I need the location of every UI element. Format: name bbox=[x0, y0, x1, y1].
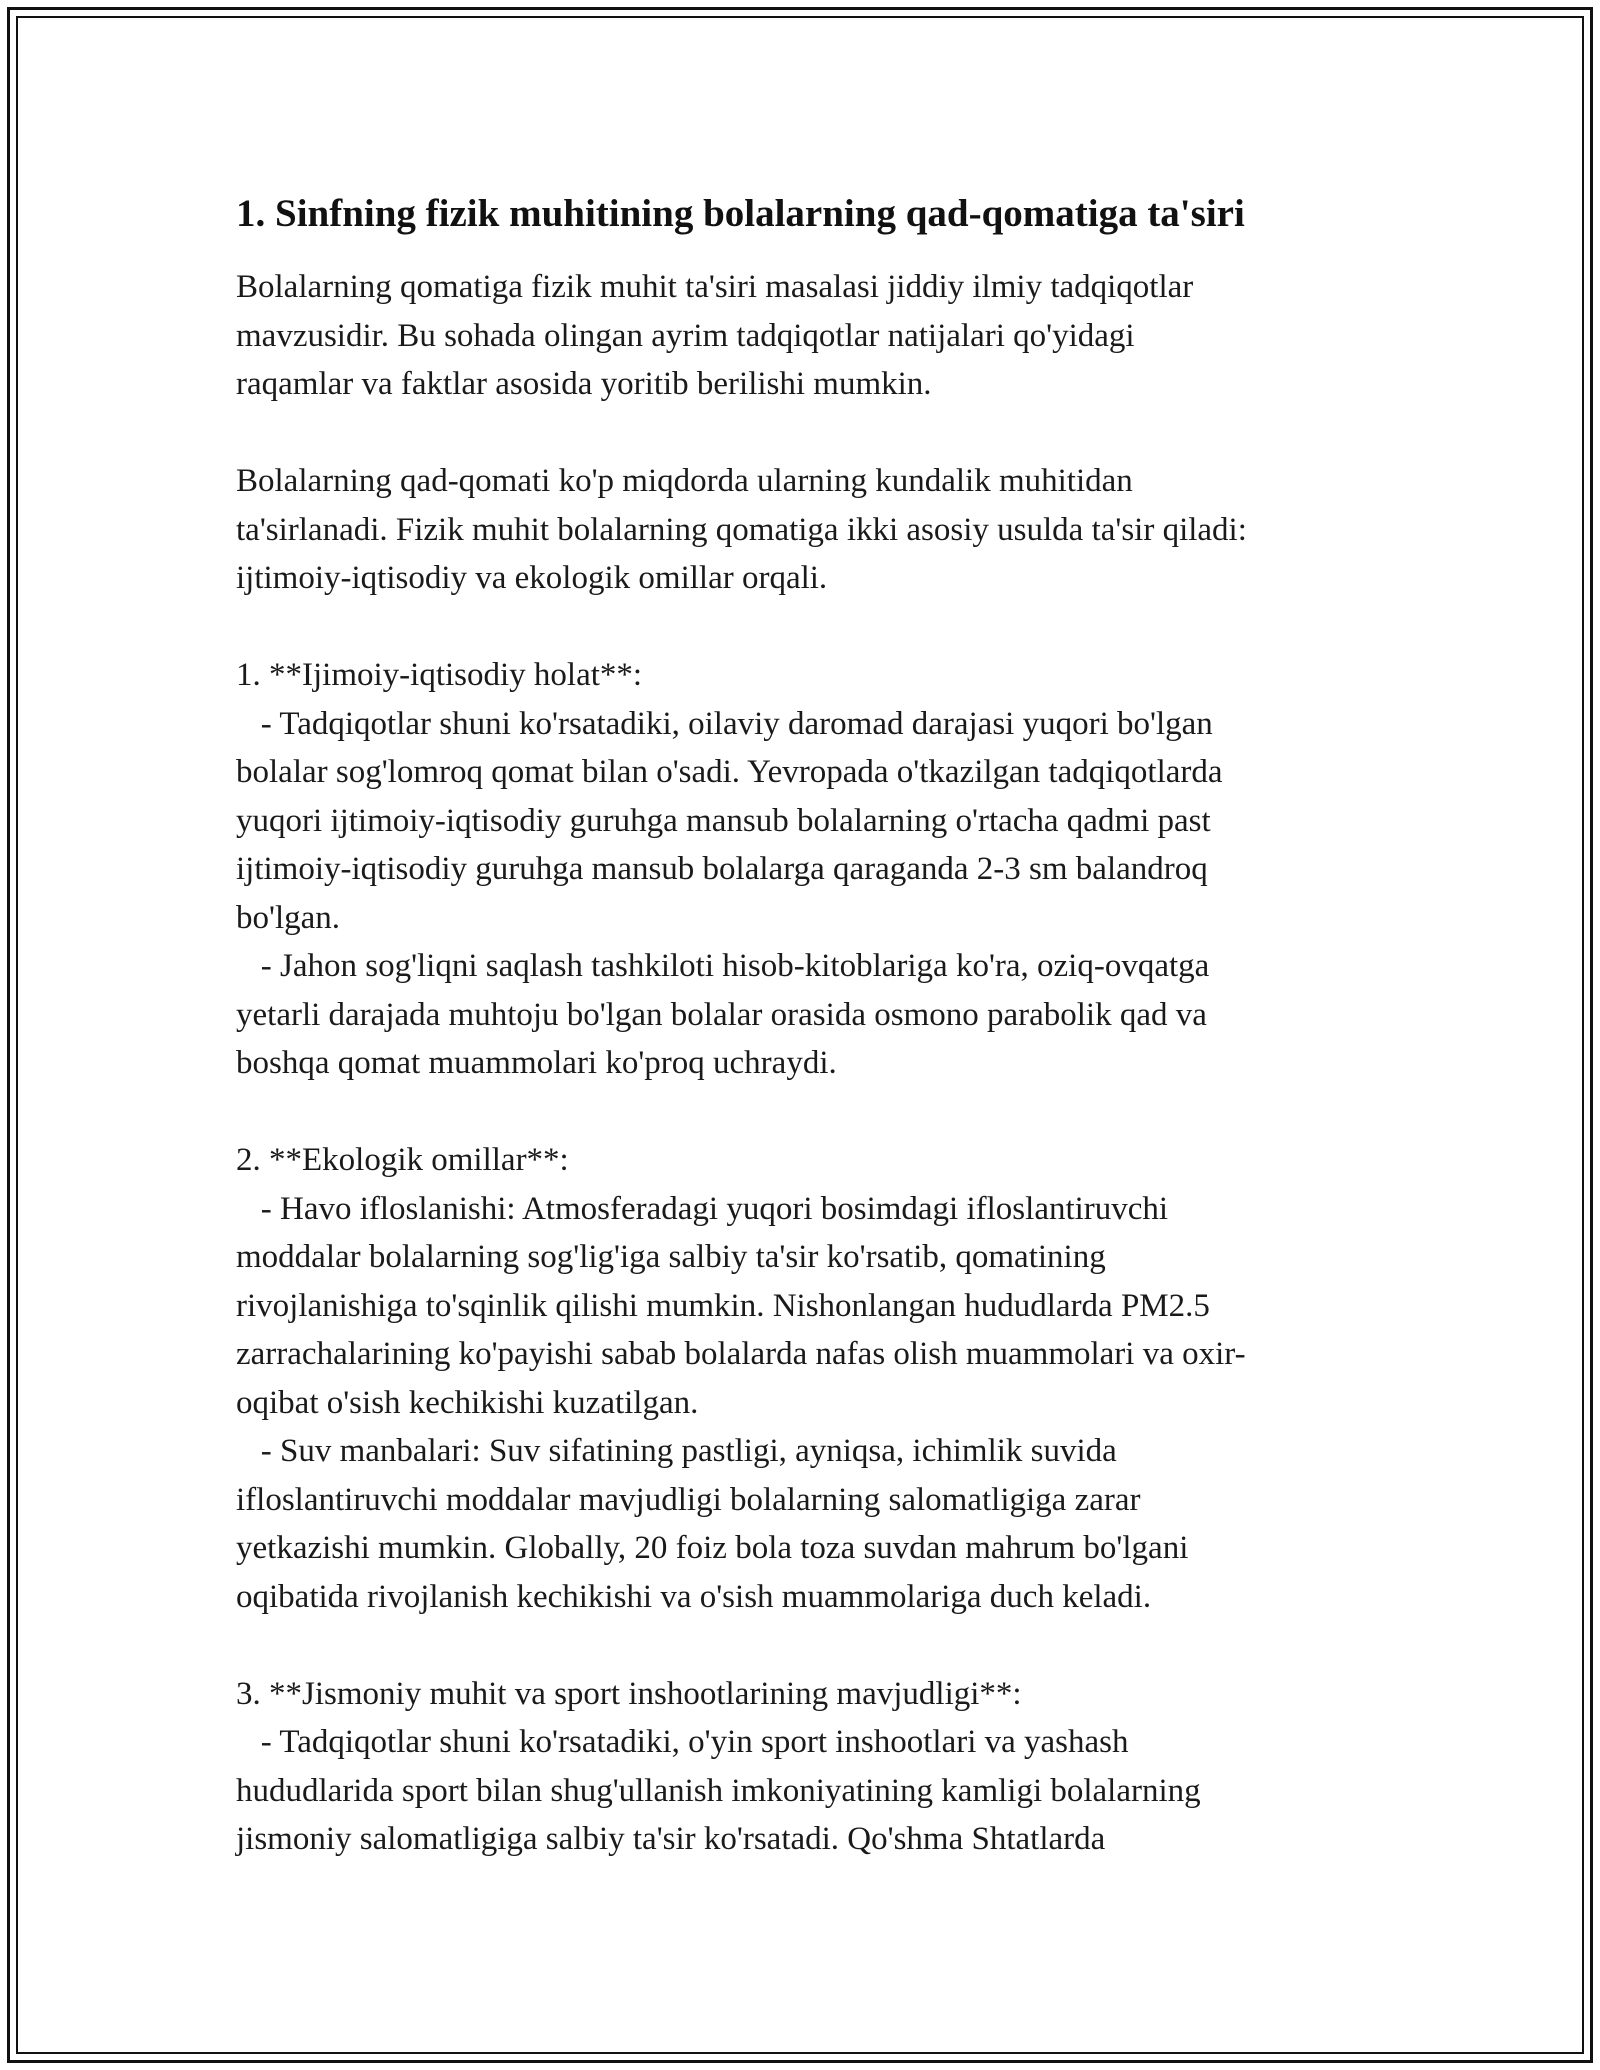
list-item-physical-environment: 3. **Jismoniy muhit va sport inshootlarining mavjudligi**: - Tadqiqotlar shuni ko'rsatadiki, o'yin sport inshootlari va yashash hududlarida sport bilan shug'ullanish imkoniyatining kamligi bolalarning jismoniy salomatligiga salbiy ta'sir ko'rsatadi. Qo'shma Shtatlarda bbox=[236, 1675, 1201, 1857]
list-item-socioeconomic: 1. **Ijimoiy-iqtisodiy holat**: - Tadqiqotlar shuni ko'rsatadiki, oilaviy daromad darajasi yuqori bo'lgan bolalar sog'lomroq qomat bilan o'sadi. Yevropada o'tkazilgan tadqiqotlarda yuqori ijtimoiy-iqtisodiy guruhga mansub bolalarning o'rtacha qadmi past ijtimoiy-iqtisodiy guruhga mansub bolalarga qaraganda 2-3 sm balandroq bo'lgan. - Jahon sog'liqni saqlash tashkiloti hisob-kitoblariga ko'ra, oziq-ovqatga yetarli darajada muhtoju bo'lgan bolalar orasida osmono parabolik qad va boshqa qomat muammolari ko'proq uchraydi. bbox=[236, 657, 1223, 1081]
section-title: 1. Sinfning fizik muhitining bolalarning qad-qomatiga ta'siri bbox=[236, 192, 1245, 235]
document-body bbox=[236, 185, 1366, 1864]
paragraph-overview: Bolalarning qad-qomati ko'p miqdorda ularning kundalik muhitidan ta'sirlanadi. Fizik muhit bolalarning qomatiga ikki asosiy usulda ta'sir qiladi: ijtimoiy-iqtisodiy va ekologik omillar orqali. bbox=[236, 463, 1247, 596]
list-item-ecological: 2. **Ekologik omillar**: - Havo ifloslanishi: Atmosferadagi yuqori bosimdagi ifloslantiruvchi moddalar bolalarning sog'lig'iga salbiy ta'sir ko'rsatib, qomatining rivojlanishiga to'sqinlik qilishi mumkin. Nishonlangan hududlarda PM2.5 zarrachalarining ko'payishi sabab bolalarda nafas olish muammolari va oxir- oqibat o'sish kechikishi kuzatilgan. - Suv manbalari: Suv sifatining pastligi, ayniqsa, ichimlik suvida ifloslantiruvchi moddalar mavjudligi bolalarning salomatligiga zarar yetkazishi mumkin. Globally, 20 foiz bola toza suvdan mahrum bo'lgani oqibatida rivojlanish kechikishi va o'sish muammolariga duch keladi. bbox=[236, 1142, 1246, 1615]
paragraph-intro: Bolalarning qomatiga fizik muhit ta'siri masalasi jiddiy ilmiy tadqiqotlar mavzusidir. Bu sohada olingan ayrim tadqiqotlar natijalari qo'yidagi raqamlar va faktlar asosida yoritib berilishi mumkin. bbox=[236, 269, 1194, 402]
